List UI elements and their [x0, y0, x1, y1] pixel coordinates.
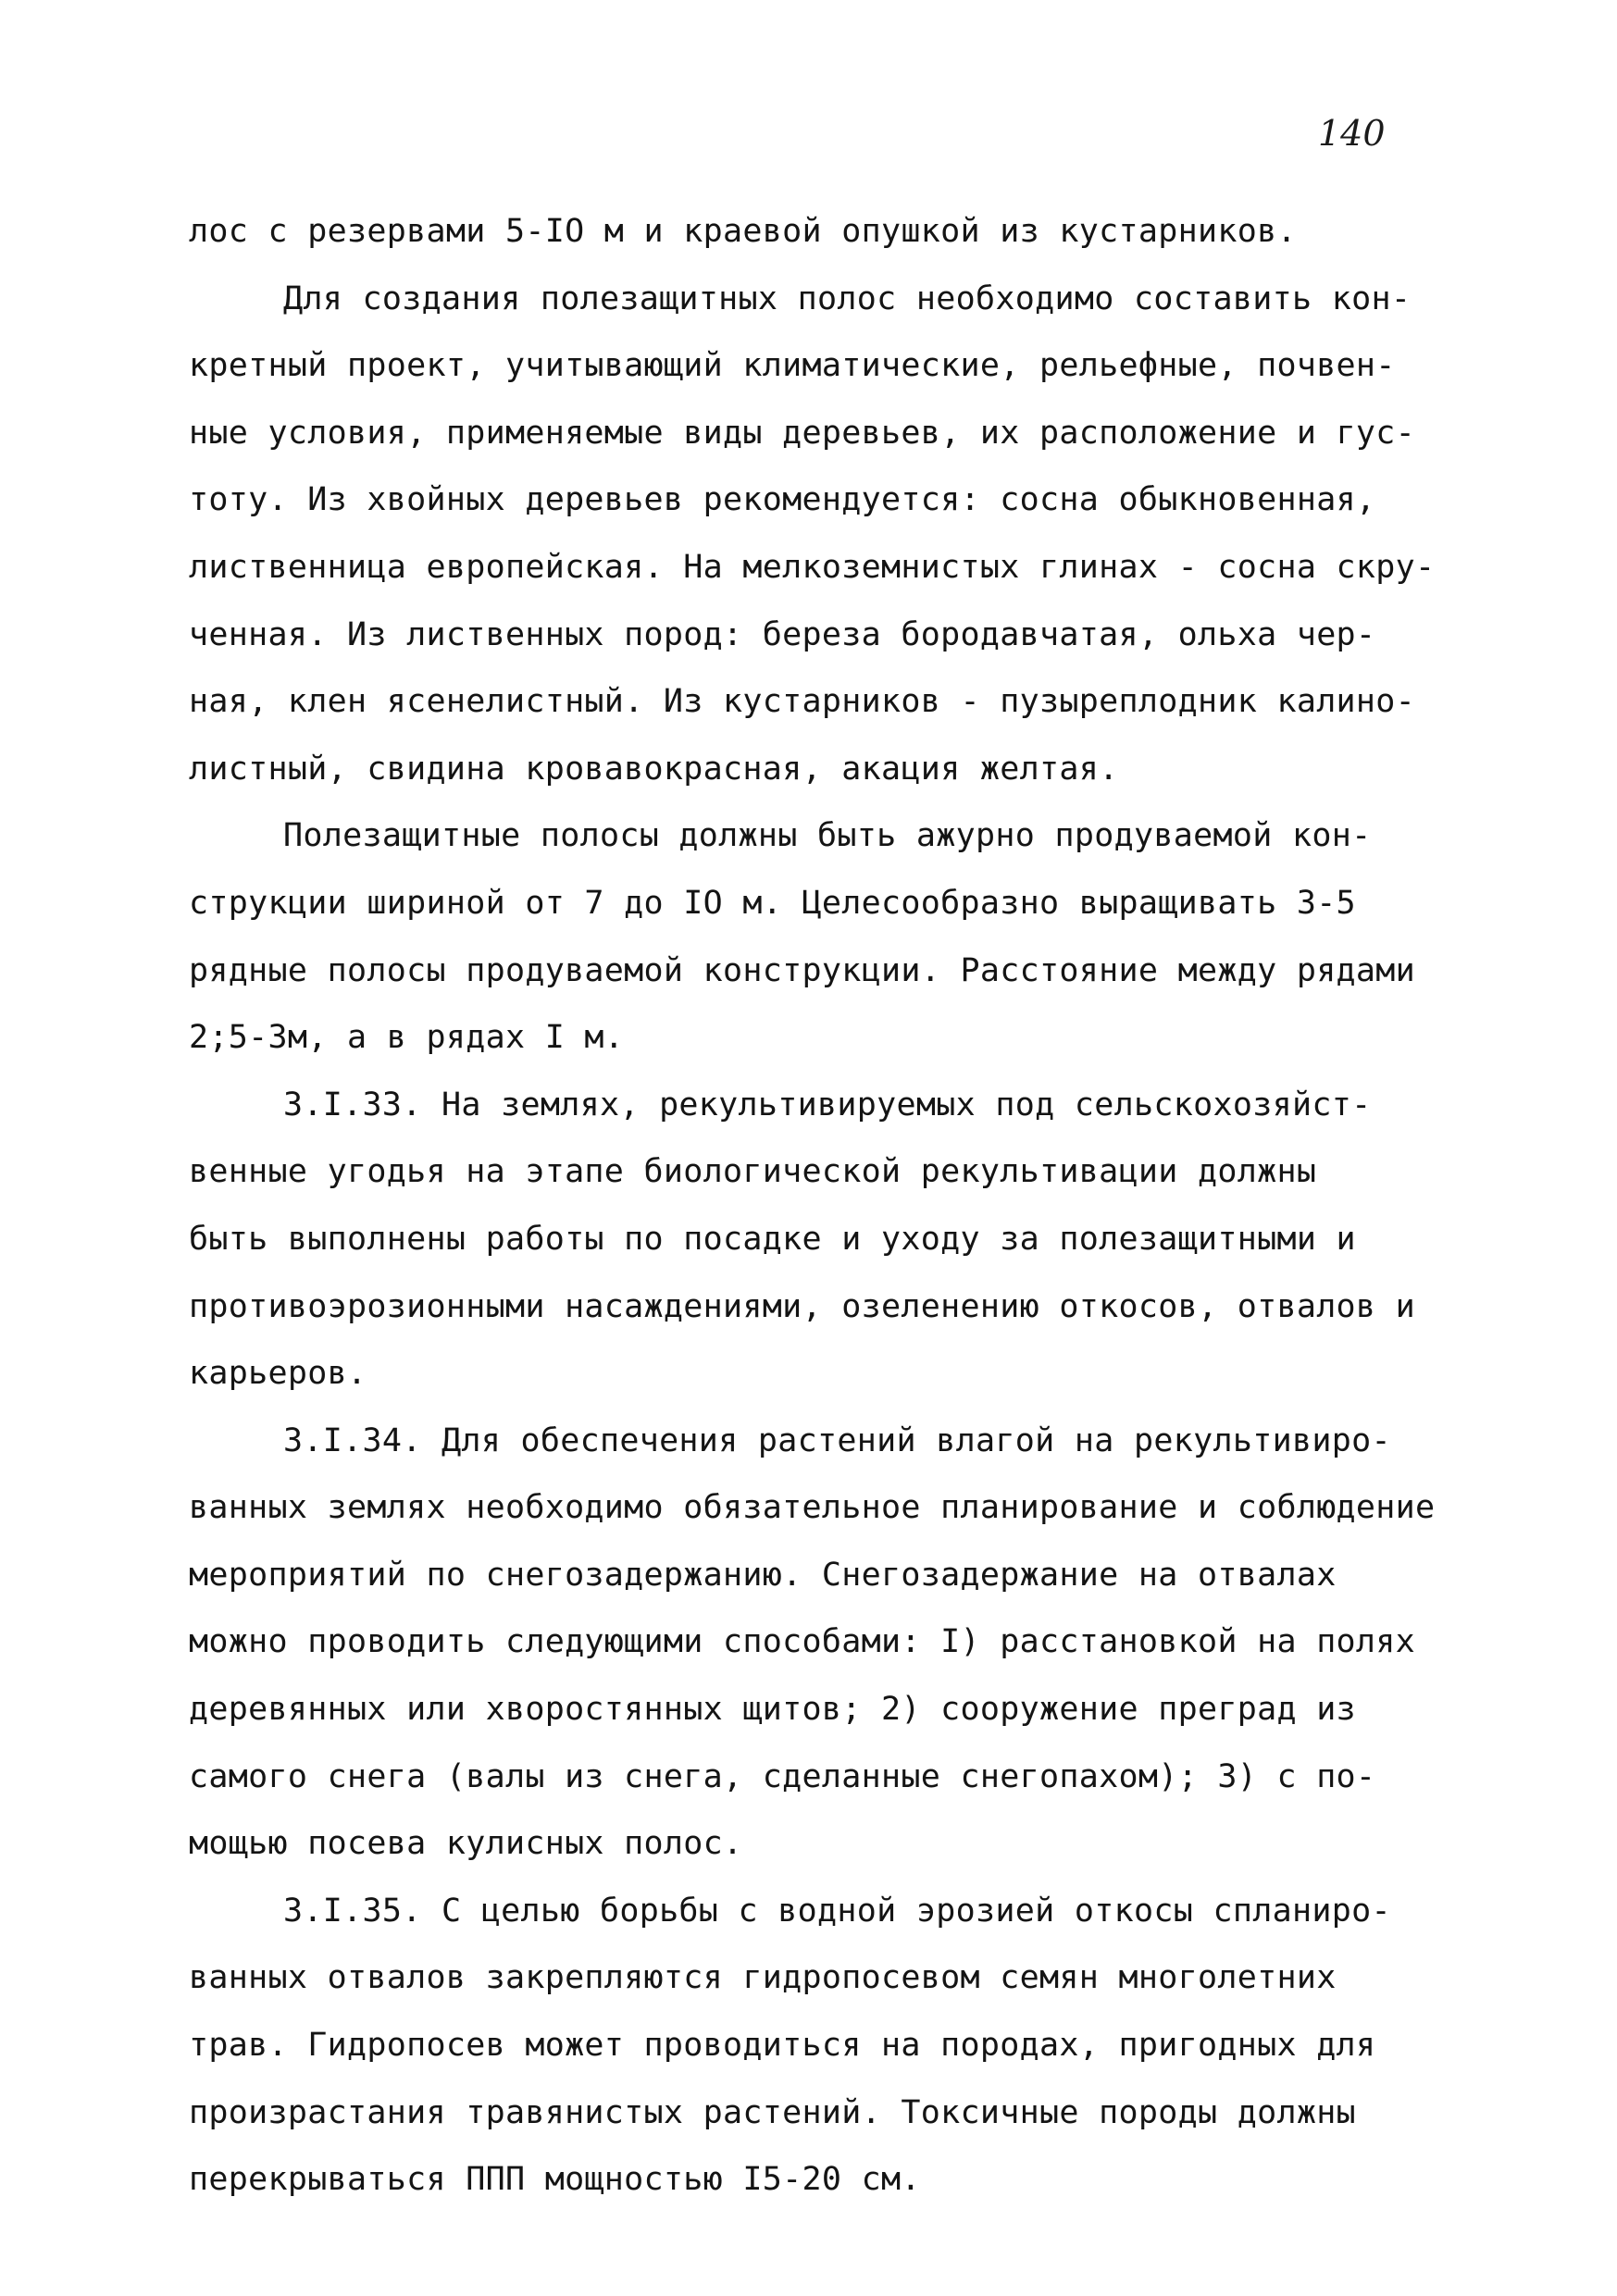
text-line: струкции шириной от 7 до IO м. Целесообразно выращивать 3-5 [189, 884, 1356, 922]
text-line: быть выполнены работы по посадке и уходу за полезащитными и [189, 1220, 1356, 1258]
text-line: лос с резервами 5-IO м и краевой опушкой из кустарников. [189, 213, 1297, 250]
text-line: листный, свидина кровавокрасная, акация желтая. [189, 750, 1119, 788]
text-line: венные угодья на этапе биологической рекультивации должны [189, 1153, 1317, 1191]
text-line: ченная. Из лиственных пород: береза бородавчатая, ольха чер- [189, 615, 1376, 653]
text-line: Для создания полезащитных полос необходимо составить кон- [283, 279, 1412, 317]
text-line: тоту. Из хвойных деревьев рекомендуется: сосна обыкновенная, [189, 481, 1376, 519]
text-line: мероприятий по снегозадержанию. Снегозадержание на отвалах [189, 1556, 1337, 1594]
document-body [189, 198, 1448, 2214]
text-line: деревянных или хворостянных щитов; 2) сооружение преград из [189, 1691, 1356, 1729]
text-line: кретный проект, учитывающий климатические, рельефные, почвен- [189, 347, 1396, 385]
text-line: 2;5-3м, а в рядах I м. [189, 1019, 625, 1057]
text-line: перекрываться ППП мощностью I5-20 см. [189, 2161, 921, 2199]
text-line: карьеров. [189, 1355, 367, 1393]
text-line: 3.I.35. С целью борьбы с водной эрозией откосы спланиро- [283, 1892, 1391, 1930]
page-number: 140 [1318, 113, 1386, 154]
text-line: самого снега (валы из снега, сделанные снегопахом); 3) с по- [189, 1757, 1376, 1795]
text-line: Полезащитные полосы должны быть ажурно продуваемой кон- [283, 817, 1372, 855]
text-line: трав. Гидропосев может проводиться на породах, пригодных для [189, 2027, 1376, 2065]
text-line: рядные полосы продуваемой конструкции. Расстояние между рядами [189, 951, 1416, 989]
text-line: можно проводить следующими способами: I) расстановкой на полях [189, 1623, 1416, 1661]
text-line: противоэрозионными насаждениями, озеленению откосов, отвалов и [189, 1287, 1416, 1325]
text-line: ная, клен ясенелистный. Из кустарников - пузыреплодник калино- [189, 683, 1416, 721]
text-line: ванных отвалов закрепляются гидропосевом семян многолетних [189, 1959, 1337, 1997]
text-line: 3.I.34. Для обеспечения растений влагой на рекультивиро- [283, 1421, 1391, 1459]
text-line: ные условия, применяемые виды деревьев, их расположение и гус- [189, 414, 1416, 452]
text-line: лиственница европейская. На мелкоземнистых глинах - сосна скру- [189, 548, 1436, 586]
text-line: 3.I.33. На землях, рекультивируемых под сельскохозяйст- [283, 1086, 1372, 1123]
text-line: ванных землях необходимо обязательное планирование и соблюдение [189, 1489, 1436, 1527]
text-line: мощью посева кулисных полос. [189, 1825, 743, 1863]
text-line: произрастания травянистых растений. Токсичные породы должны [189, 2093, 1356, 2131]
